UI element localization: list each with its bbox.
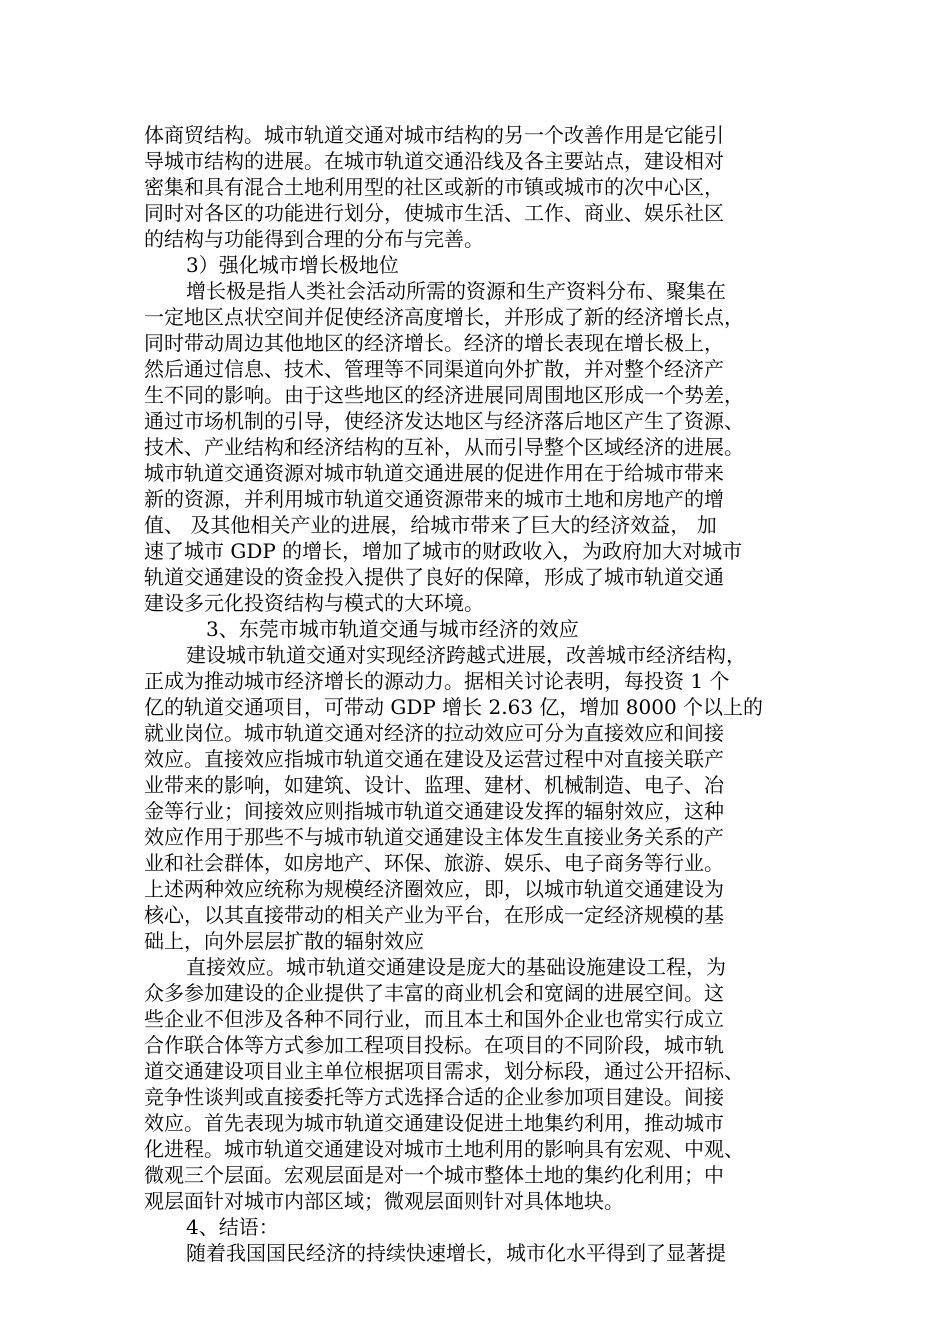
body-text-line: 轨道交通建设的资金投入提供了良好的保障，形成了城市轨道交通 [144, 565, 724, 589]
body-text-line: 一定地区点状空间并促使经济高度增长，并形成了新的经济增长点， [144, 305, 744, 329]
body-text-line: 微观三个层面。宏观层面是对一个城市整体土地的集约化利用；中 [144, 1163, 724, 1187]
body-text-line: 合作联合体等方式参加工程项目投标。在项目的不同阶段，城市轨 [144, 1033, 724, 1057]
body-text-line: 效应。直接效应指城市轨道交通在建设及运营过程中对直接关联产 [144, 747, 724, 771]
body-text-line: 的结构与功能得到合理的分布与完善。 [144, 227, 484, 251]
body-text-line: 通过市场机制的引导，使经济发达地区与经济落后地区产生了资源、 [144, 409, 744, 433]
body-text-line: 亿的轨道交通项目，可带动 GDP 增长 2.63 亿，增加 8000 个以上的 [144, 695, 764, 719]
body-text-line: 竞争性谈判或直接委托等方式选择合适的企业参加项目建设。间接 [144, 1085, 724, 1109]
body-text-line: 效应。首先表现为城市轨道交通建设促进土地集约利用，推动城市 [144, 1111, 724, 1135]
body-text-line: 建设多元化投资结构与模式的大环境。 [144, 591, 484, 615]
body-text-line: 新的资源，并利用城市轨道交通资源带来的城市土地和房地产的增 [144, 487, 724, 511]
body-text-line: 上述两种效应统称为规模经济圈效应，即，以城市轨道交通建设为 [144, 877, 724, 901]
body-text-line: 金等行业；间接效应则指城市轨道交通建设发挥的辐射效应，这种 [144, 799, 724, 823]
body-text-line: 些企业不但涉及各种不同行业，而且本土和国外企业也常实行成立 [144, 1007, 724, 1031]
body-text-line: 然后通过信息、技术、管理等不同渠道向外扩散，并对整个经济产 [144, 357, 724, 381]
body-text-line: 化进程。城市轨道交通建设对城市土地利用的影响具有宏观、中观、 [144, 1137, 744, 1161]
section-heading: 3、东莞市城市轨道交通与城市经济的效应 [206, 617, 579, 641]
body-text-line: 观层面针对城市内部区域；微观层面则针对具体地块。 [144, 1189, 624, 1213]
body-text-line: 道交通建设项目业主单位根据项目需求，划分标段，通过公开招标、 [144, 1059, 744, 1083]
body-text-line: 城市轨道交通资源对城市轨道交通进展的促进作用在于给城市带来 [144, 461, 724, 485]
body-text-line: 础上，向外层层扩散的辐射效应 [144, 929, 424, 953]
section-heading: 4、结语： [186, 1215, 279, 1239]
body-text-line: 增长极是指人类社会活动所需的资源和生产资料分布、聚集在 [186, 279, 726, 303]
body-text-line: 导城市结构的进展。在城市轨道交通沿线及各主要站点，建设相对 [144, 149, 724, 173]
body-text-line: 效应作用于那些不与城市轨道交通建设主体发生直接业务关系的产 [144, 825, 724, 849]
body-text-line: 正成为推动城市经济增长的源动力。据相关讨论表明，每投资 1 个 [144, 669, 730, 693]
body-text-line: 密集和具有混合土地利用型的社区或新的市镇或城市的次中心区， [144, 175, 724, 199]
body-text-line: 业和社会群体，如房地产、环保、旅游、娱乐、电子商务等行业。 [144, 851, 724, 875]
body-text-line: 体商贸结构。城市轨道交通对城市结构的另一个改善作用是它能引 [144, 123, 724, 147]
body-text-line: 众多参加建设的企业提供了丰富的商业机会和宽阔的进展空间。这 [144, 981, 724, 1005]
body-text-line: 就业岗位。城市轨道交通对经济的拉动效应可分为直接效应和间接 [144, 721, 724, 745]
body-text-line: 技术、产业结构和经济结构的互补，从而引导整个区域经济的进展。 [144, 435, 744, 459]
body-text-line: 速了城市 GDP 的增长，增加了城市的财政收入，为政府加大对城市 [144, 539, 743, 563]
body-text-line: 建设城市轨道交通对实现经济跨越式进展，改善城市经济结构， [186, 643, 746, 667]
body-text-line: 随着我国国民经济的持续快速增长，城市化水平得到了显著提 [186, 1241, 726, 1265]
body-text-line: 同时对各区的功能进行划分，使城市生活、工作、商业、娱乐社区 [144, 201, 724, 225]
body-text-line: 核心，以其直接带动的相关产业为平台，在形成一定经济规模的基 [144, 903, 724, 927]
body-text-line: 同时带动周边其他地区的经济增长。经济的增长表现在增长极上， [144, 331, 724, 355]
body-text-line: 业带来的影响，如建筑、设计、监理、建材、机械制造、电子、冶 [144, 773, 724, 797]
body-text-line: 生不同的影响。由于这些地区的经济进展同周围地区形成一个势差， [144, 383, 744, 407]
body-text-line: 直接效应。城市轨道交通建设是庞大的基础设施建设工程，为 [186, 955, 726, 979]
body-text-line: 值、 及其他相关产业的进展，给城市带来了巨大的经济效益， 加 [144, 513, 717, 537]
section-heading: 3）强化城市增长极地位 [186, 253, 399, 277]
